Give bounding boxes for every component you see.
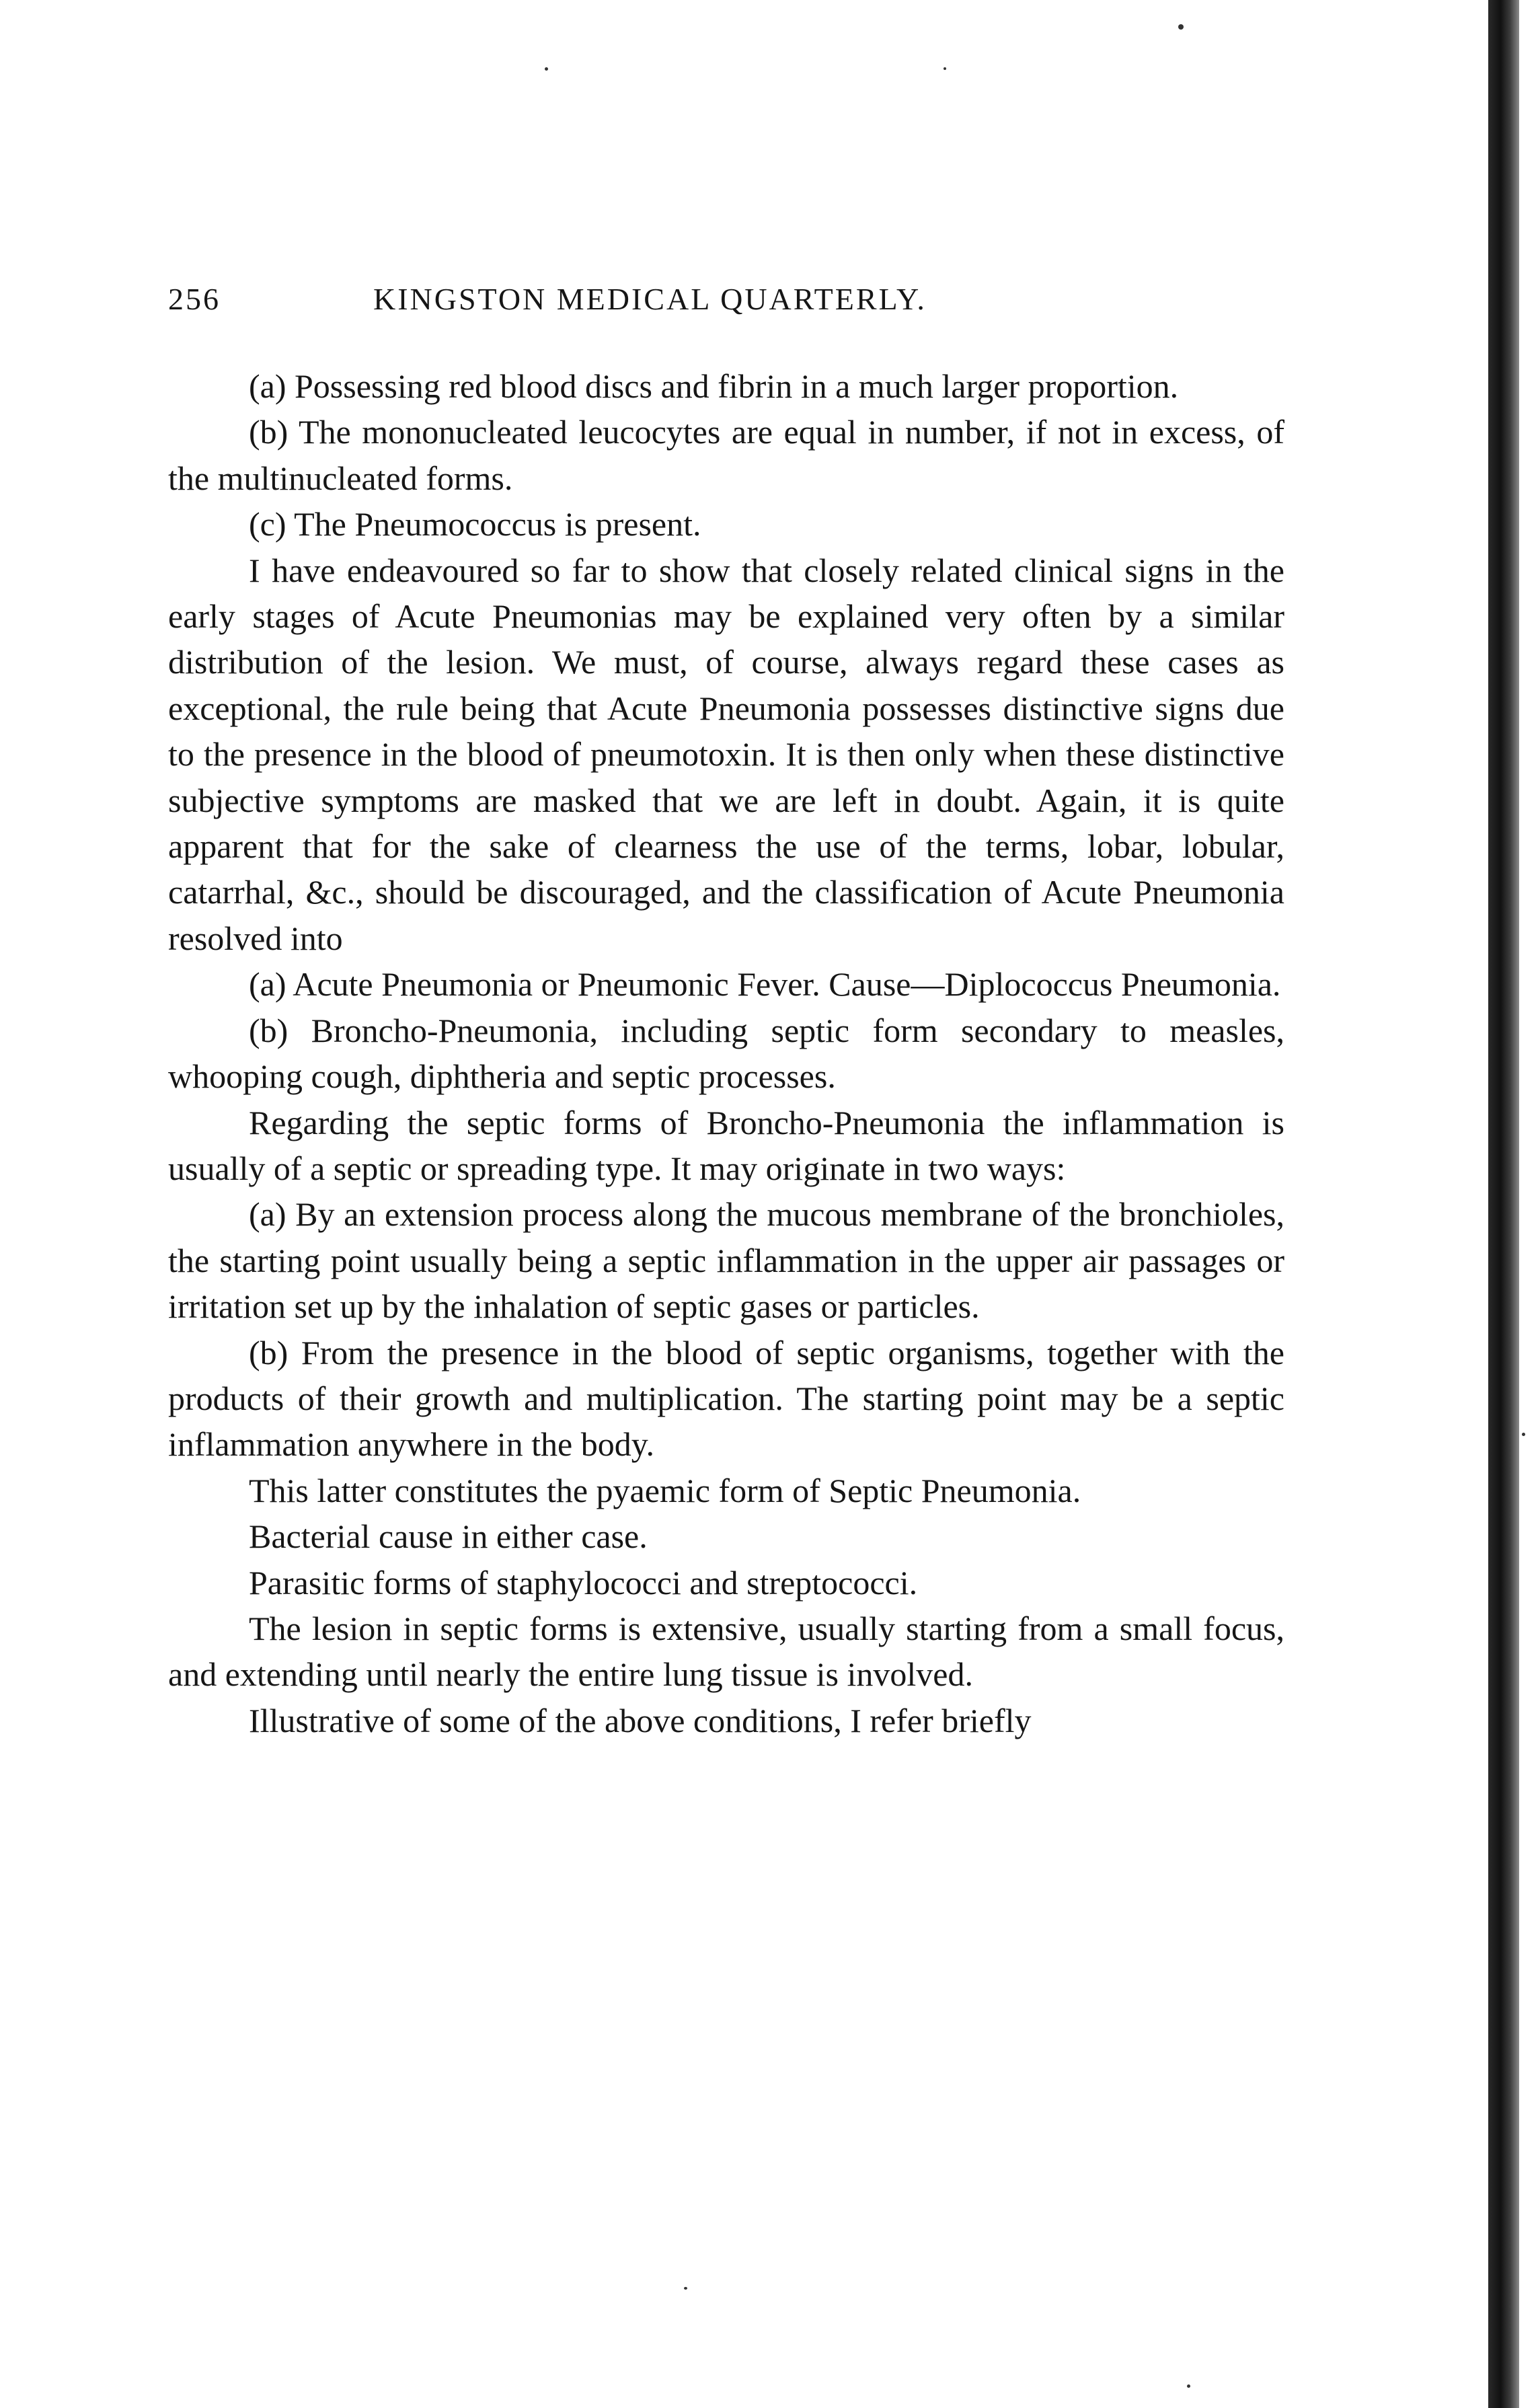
paragraph: This latter constitutes the pyaemic form of Septic Pneumonia. [249, 1471, 1081, 1509]
paragraph: (b) Broncho-Pneumonia, including septic form secondary to measles, whooping cough, diphtheria and septic processes. [168, 1011, 1284, 1096]
paragraph: The lesion in septic forms is extensive, usually starting from a small focus, and extending until nearly the entire lung tissue is involved. [168, 1609, 1284, 1694]
paragraph: Bacterial cause in either case. [249, 1517, 648, 1556]
paragraph: I have endeavoured so far to show that closely related clinical signs in the early stages of Acute Pneumonias may be explained very often by a similar distribution of the lesion. We must, of course, always regard these cases as exceptional, the rule being that Acute Pneumonia possesses distinctive signs due to the presence in the blood of pneumotoxin. It is then only when these distinctive subjective symptoms are masked that we are left in doubt. Again, it is quite apparent that for the sake of clearness the use of the terms, lobar, lobular, catarrhal, &c., should be discouraged, and the classification of Acute Pneumonia resolved into [168, 551, 1284, 957]
paragraph: (a) By an extension process along the mucous membrane of the bronchioles, the starting point usually being a septic inflammation in the upper air passages or irritation set up by the inhalation of septic gases or particles. [168, 1195, 1284, 1326]
paragraph: (b) The mononucleated leucocytes are equal in number, if not in excess, of the multinucleated forms. [168, 413, 1284, 497]
page-margin [1519, 0, 1538, 2408]
scan-speck [1178, 24, 1184, 30]
page-edge-shadow [1488, 0, 1519, 2408]
paragraph: (a) Possessing red blood discs and fibrin in a much larger proportion. [249, 367, 1179, 405]
scan-speck [1187, 2384, 1190, 2388]
scan-speck [1522, 1433, 1525, 1436]
scan-speck [684, 2287, 687, 2290]
paragraph: (c) The Pneumococcus is present. [249, 505, 701, 543]
scan-speck [944, 67, 946, 70]
paragraph: Regarding the septic forms of Broncho-Pneumonia the inflammation is usually of a septic or spreading type. It may originate in two ways: [168, 1103, 1284, 1187]
journal-title: KINGSTON MEDICAL QUARTERLY. [373, 282, 927, 316]
scan-speck [545, 67, 548, 71]
body-text [168, 363, 1284, 1743]
paragraph: Parasitic forms of staphylococci and streptococci. [249, 1563, 918, 1602]
paragraph: Illustrative of some of the above conditions, I refer briefly [249, 1701, 1032, 1739]
paragraph: (a) Acute Pneumonia or Pneumonic Fever. Cause—Diplococcus Pneumonia. [249, 965, 1281, 1004]
paragraph: (b) From the presence in the blood of septic organisms, together with the products of their growth and multiplication. The starting point may be a septic inflammation anywhere in the body. [168, 1333, 1284, 1464]
running-head [168, 281, 1284, 328]
page-number: 256 [168, 282, 221, 316]
